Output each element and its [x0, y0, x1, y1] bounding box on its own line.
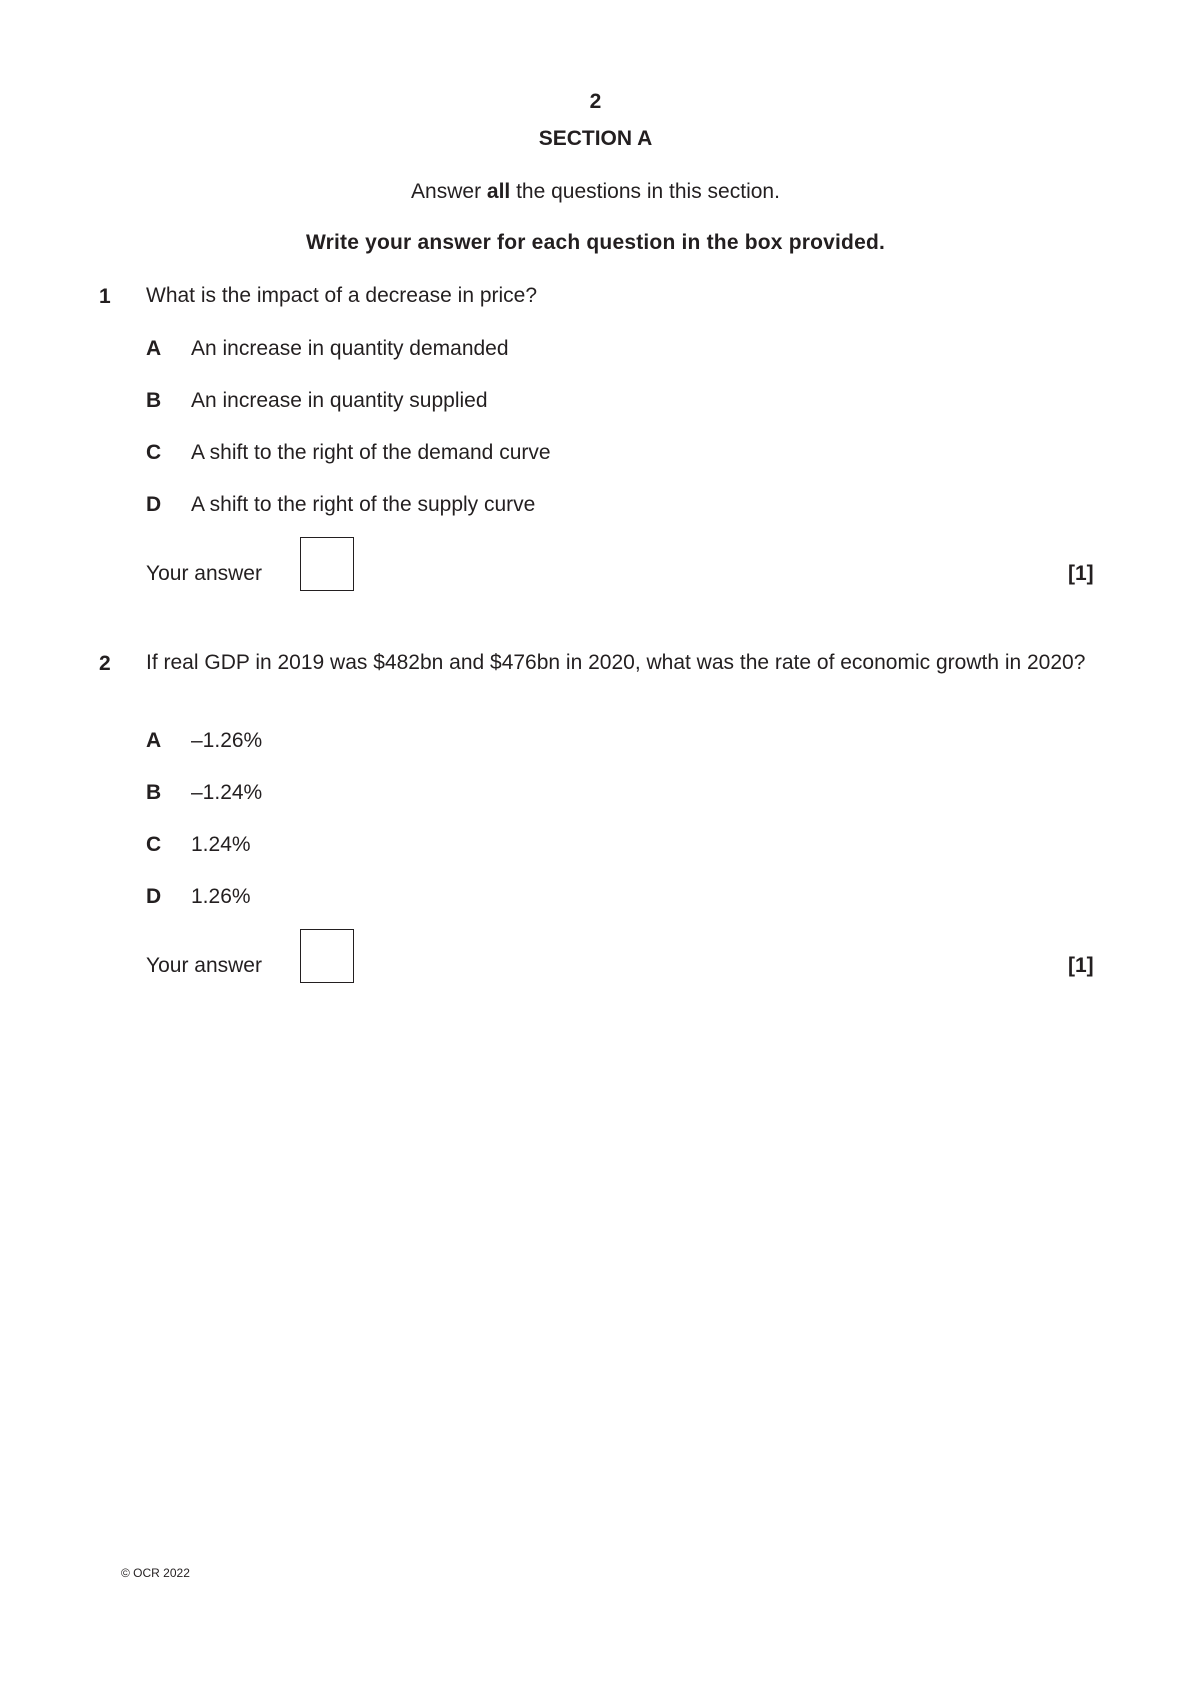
answer-label: Your answer [146, 954, 262, 977]
marks-label: [1] [1068, 954, 1094, 977]
instruction-bold: Write your answer for each question in the box provided. [305, 231, 886, 254]
instruction-suffix: the questions in this section. [510, 180, 780, 203]
option-letter: D [146, 885, 162, 908]
question-number: 1 [99, 285, 111, 308]
option-letter: C [146, 833, 162, 856]
question-text: What is the impact of a decrease in price? [146, 284, 538, 307]
instruction-prefix: Answer [411, 180, 487, 203]
option-letter: B [146, 389, 162, 412]
option-text: 1.26% [191, 885, 251, 908]
option-text: –1.26% [191, 729, 263, 752]
option-text: 1.24% [191, 833, 251, 856]
page-number: 2 [589, 90, 602, 113]
instruction-emphasis: all [486, 180, 511, 203]
marks-label: [1] [1068, 562, 1094, 585]
option-letter: A [146, 729, 162, 752]
option-letter: B [146, 781, 162, 804]
option-letter: A [146, 337, 162, 360]
option-text: –1.24% [191, 781, 263, 804]
option-text: An increase in quantity demanded [191, 337, 509, 360]
option-text: A shift to the right of the demand curve [191, 441, 551, 464]
option-letter: C [146, 441, 162, 464]
answer-label: Your answer [146, 562, 262, 585]
option-letter: D [146, 493, 162, 516]
question-number: 2 [99, 652, 111, 675]
option-text: A shift to the right of the supply curve [191, 493, 536, 516]
answer-box[interactable] [300, 537, 354, 591]
section-title: SECTION A [538, 127, 653, 150]
answer-box[interactable] [300, 929, 354, 983]
question-text: If real GDP in 2019 was $482bn and $476bn in 2020, what was the rate of economic growth in 2020? [146, 651, 1086, 674]
instruction [0, 180, 1191, 204]
option-text: An increase in quantity supplied [191, 389, 488, 412]
copyright-footer: © OCR 2022 [121, 1566, 190, 1580]
